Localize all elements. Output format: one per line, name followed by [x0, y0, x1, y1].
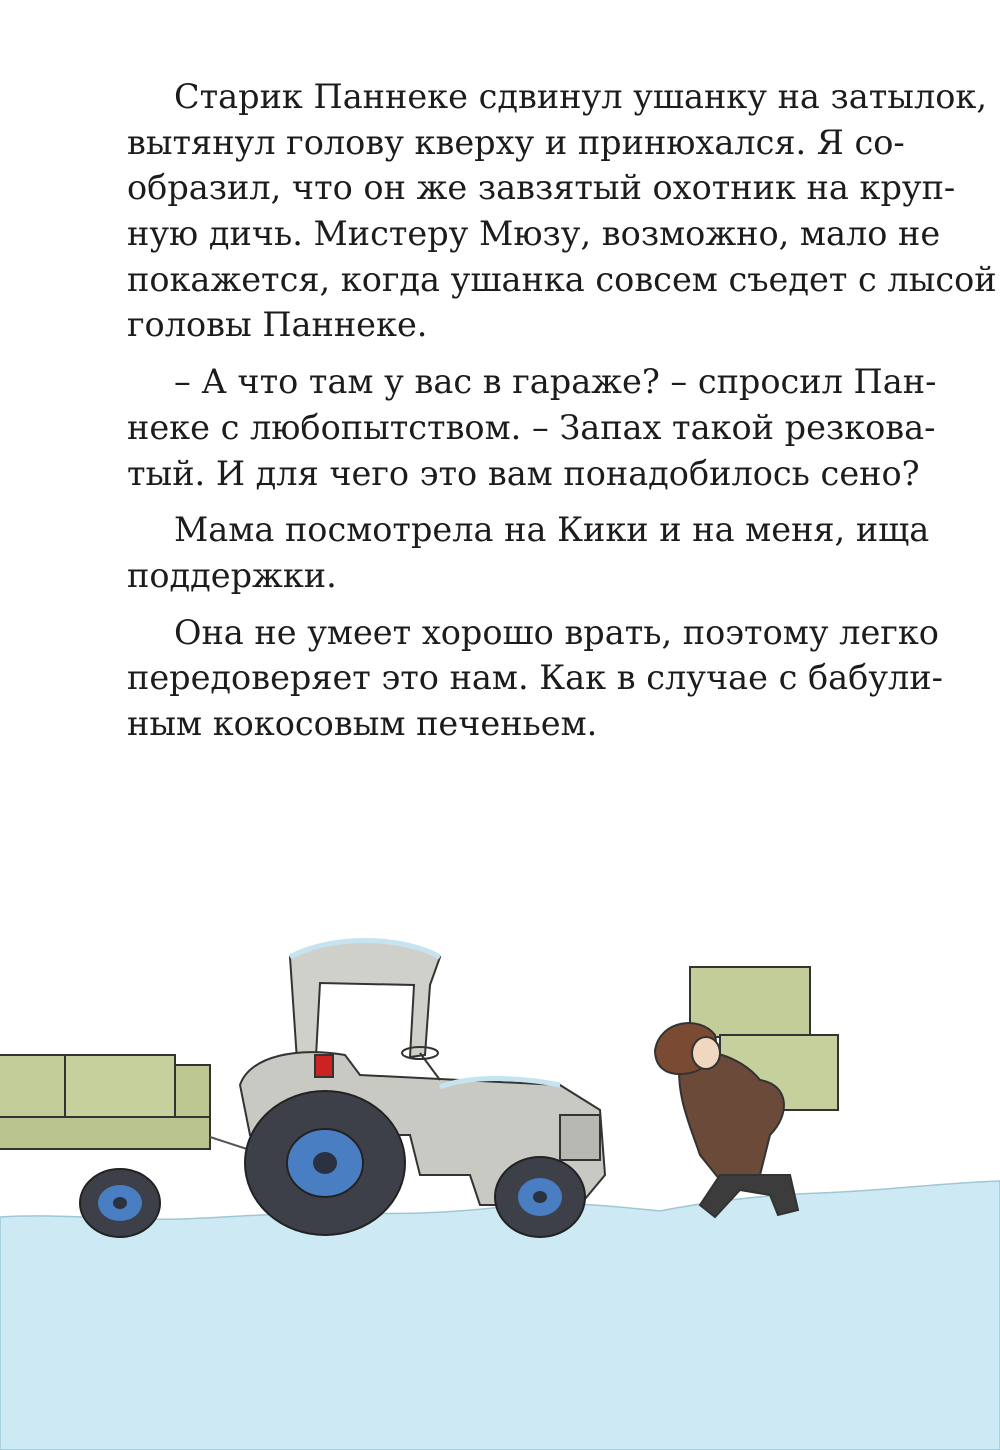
hay-bale	[690, 967, 810, 1037]
man-carrying-hay	[655, 967, 838, 1217]
paragraph-1	[127, 74, 997, 348]
tractor-rear-wheel	[245, 1091, 405, 1235]
hay-bale	[65, 1055, 175, 1117]
trailer-wheel	[80, 1169, 160, 1237]
face	[692, 1037, 720, 1069]
text-line: Мама посмотрела на Кики и на меня, ища	[174, 510, 930, 550]
text-line: Старик Паннеке сдвинул ушанку на затылок,	[174, 77, 987, 116]
paragraph-3	[127, 507, 930, 598]
text-line: поддержки.	[127, 555, 337, 595]
hay-bale	[0, 1055, 65, 1117]
story-text	[127, 74, 997, 758]
text-line: покажется, когда ушанка совсем съедет с лысой	[127, 259, 997, 299]
text-line: образил, что он же завзятый охотник на круп-	[127, 168, 956, 208]
tractor-front-wheel	[495, 1157, 585, 1237]
trailer	[0, 1055, 250, 1150]
text-line: тый. И для чего это вам понадобилось сено?	[127, 453, 920, 493]
text-line: передоверяет это нам. Как в случае с бабули-	[127, 658, 943, 698]
trailer-bed	[0, 1117, 210, 1149]
paragraph-4	[127, 610, 943, 747]
text-line: – А что там у вас в гараже? – спросил Пан-	[174, 362, 937, 402]
text-line: Она не умеет хорошо врать, поэтому легко	[174, 612, 939, 652]
paragraph-2	[127, 359, 937, 496]
snowy-tractor-hay-man-icon	[0, 905, 1000, 1450]
hay-bale	[175, 1065, 210, 1117]
text-line: ным кокосовым печеньем.	[127, 703, 598, 743]
text-line: ную дичь. Мистеру Мюзу, возможно, мало не	[127, 214, 941, 254]
text-line: вытянул голову кверху и принюхался. Я со-	[127, 122, 905, 162]
text-line: головы Паннеке.	[127, 305, 428, 345]
text-line: неке с любопытством. – Запах такой резкова-	[127, 407, 936, 447]
